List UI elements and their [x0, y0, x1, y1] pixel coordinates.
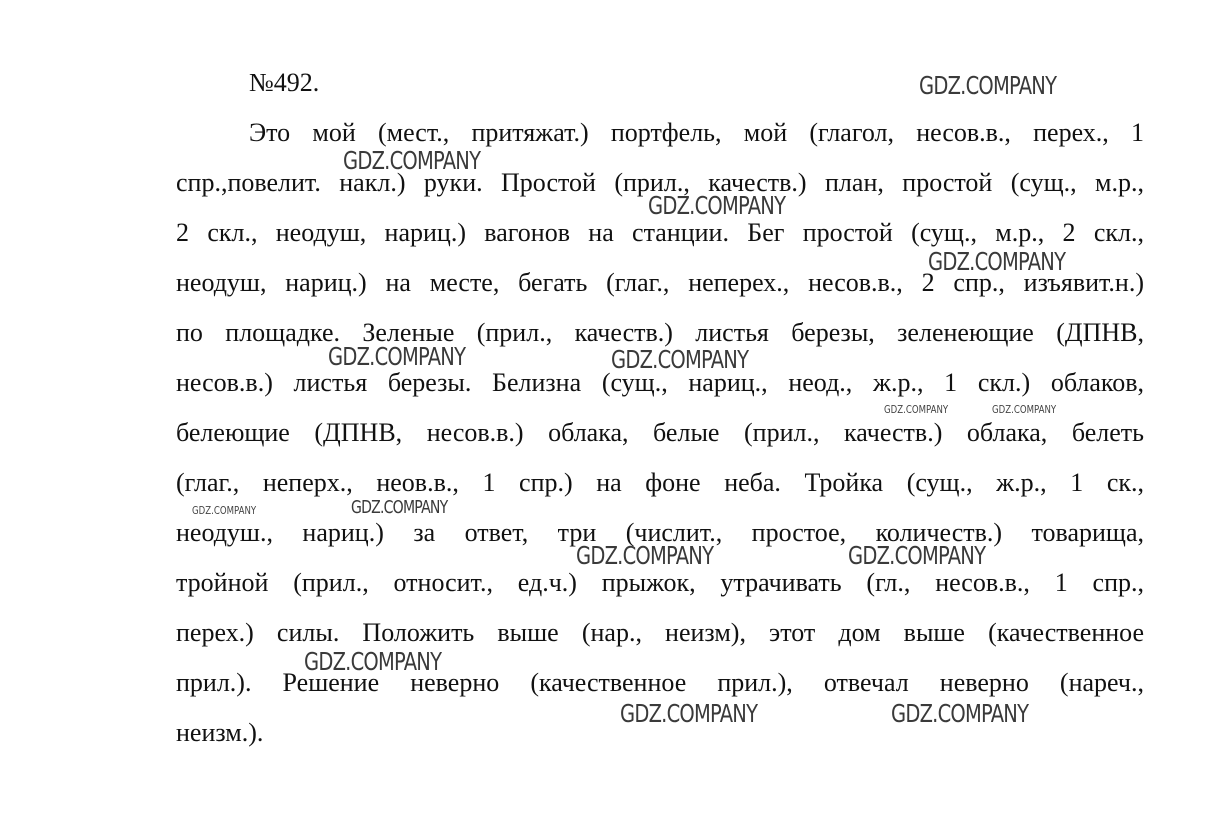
text-line: 2 скл., неодуш, нариц.) вагонов на станции. Бег простой (сущ., м.р., 2 скл., — [176, 218, 1144, 247]
text-line: Это мой (мест., притяжат.) портфель, мой (глагол, несов.в., перех., 1 — [249, 118, 1144, 147]
watermark: GDZ.COMPANY — [192, 504, 257, 517]
text-line: неизм.). — [176, 718, 264, 747]
watermark: GDZ.COMPANY — [891, 699, 1029, 728]
watermark: GDZ.COMPANY — [648, 191, 786, 220]
watermark: GDZ.COMPANY — [928, 247, 1066, 276]
text-line: по площадке. Зеленые (прил., качеств.) листья березы, зеленеющие (ДПНВ, — [176, 318, 1144, 347]
watermark: GDZ.COMPANY — [304, 647, 442, 676]
watermark: GDZ.COMPANY — [576, 541, 714, 570]
text-line: несов.в.) листья березы. Белизна (сущ., нариц., неод., ж.р., 1 скл.) облаков, — [176, 368, 1144, 397]
text-line: неодуш, нариц.) на месте, бегать (глаг., неперех., несов.в., 2 спр., изъявит.н.) — [176, 268, 1144, 297]
watermark: GDZ.COMPANY — [343, 146, 481, 175]
text-line: неодуш., нариц.) за ответ, три (числит., простое, количеств.) товарища, — [176, 518, 1144, 547]
watermark: GDZ.COMPANY — [992, 403, 1057, 416]
exercise-number: №492. — [249, 68, 320, 97]
text-line: спр.,повелит. накл.) руки. Простой (прил., качеств.) план, простой (сущ., м.р., — [176, 168, 1144, 197]
text-line: перех.) силы. Положить выше (нар., неизм), этот дом выше (качественное — [176, 618, 1144, 647]
watermark: GDZ.COMPANY — [328, 342, 466, 371]
text-line: прил.). Решение неверно (качественное прил.), отвечал неверно (нареч., — [176, 668, 1144, 697]
watermark: GDZ.COMPANY — [351, 497, 448, 518]
watermark: GDZ.COMPANY — [620, 699, 758, 728]
text-line: (глаг., неперх., неов.в., 1 спр.) на фоне неба. Тройка (сущ., ж.р., 1 ск., — [176, 468, 1144, 497]
watermark: GDZ.COMPANY — [919, 71, 1057, 100]
watermark: GDZ.COMPANY — [884, 403, 949, 416]
watermark: GDZ.COMPANY — [611, 345, 749, 374]
watermark: GDZ.COMPANY — [848, 541, 986, 570]
text-line: белеющие (ДПНВ, несов.в.) облака, белые (прил., качеств.) облака, белеть — [176, 418, 1144, 447]
text-line: тройной (прил., относит., ед.ч.) прыжок, утрачивать (гл., несов.в., 1 спр., — [176, 568, 1144, 597]
